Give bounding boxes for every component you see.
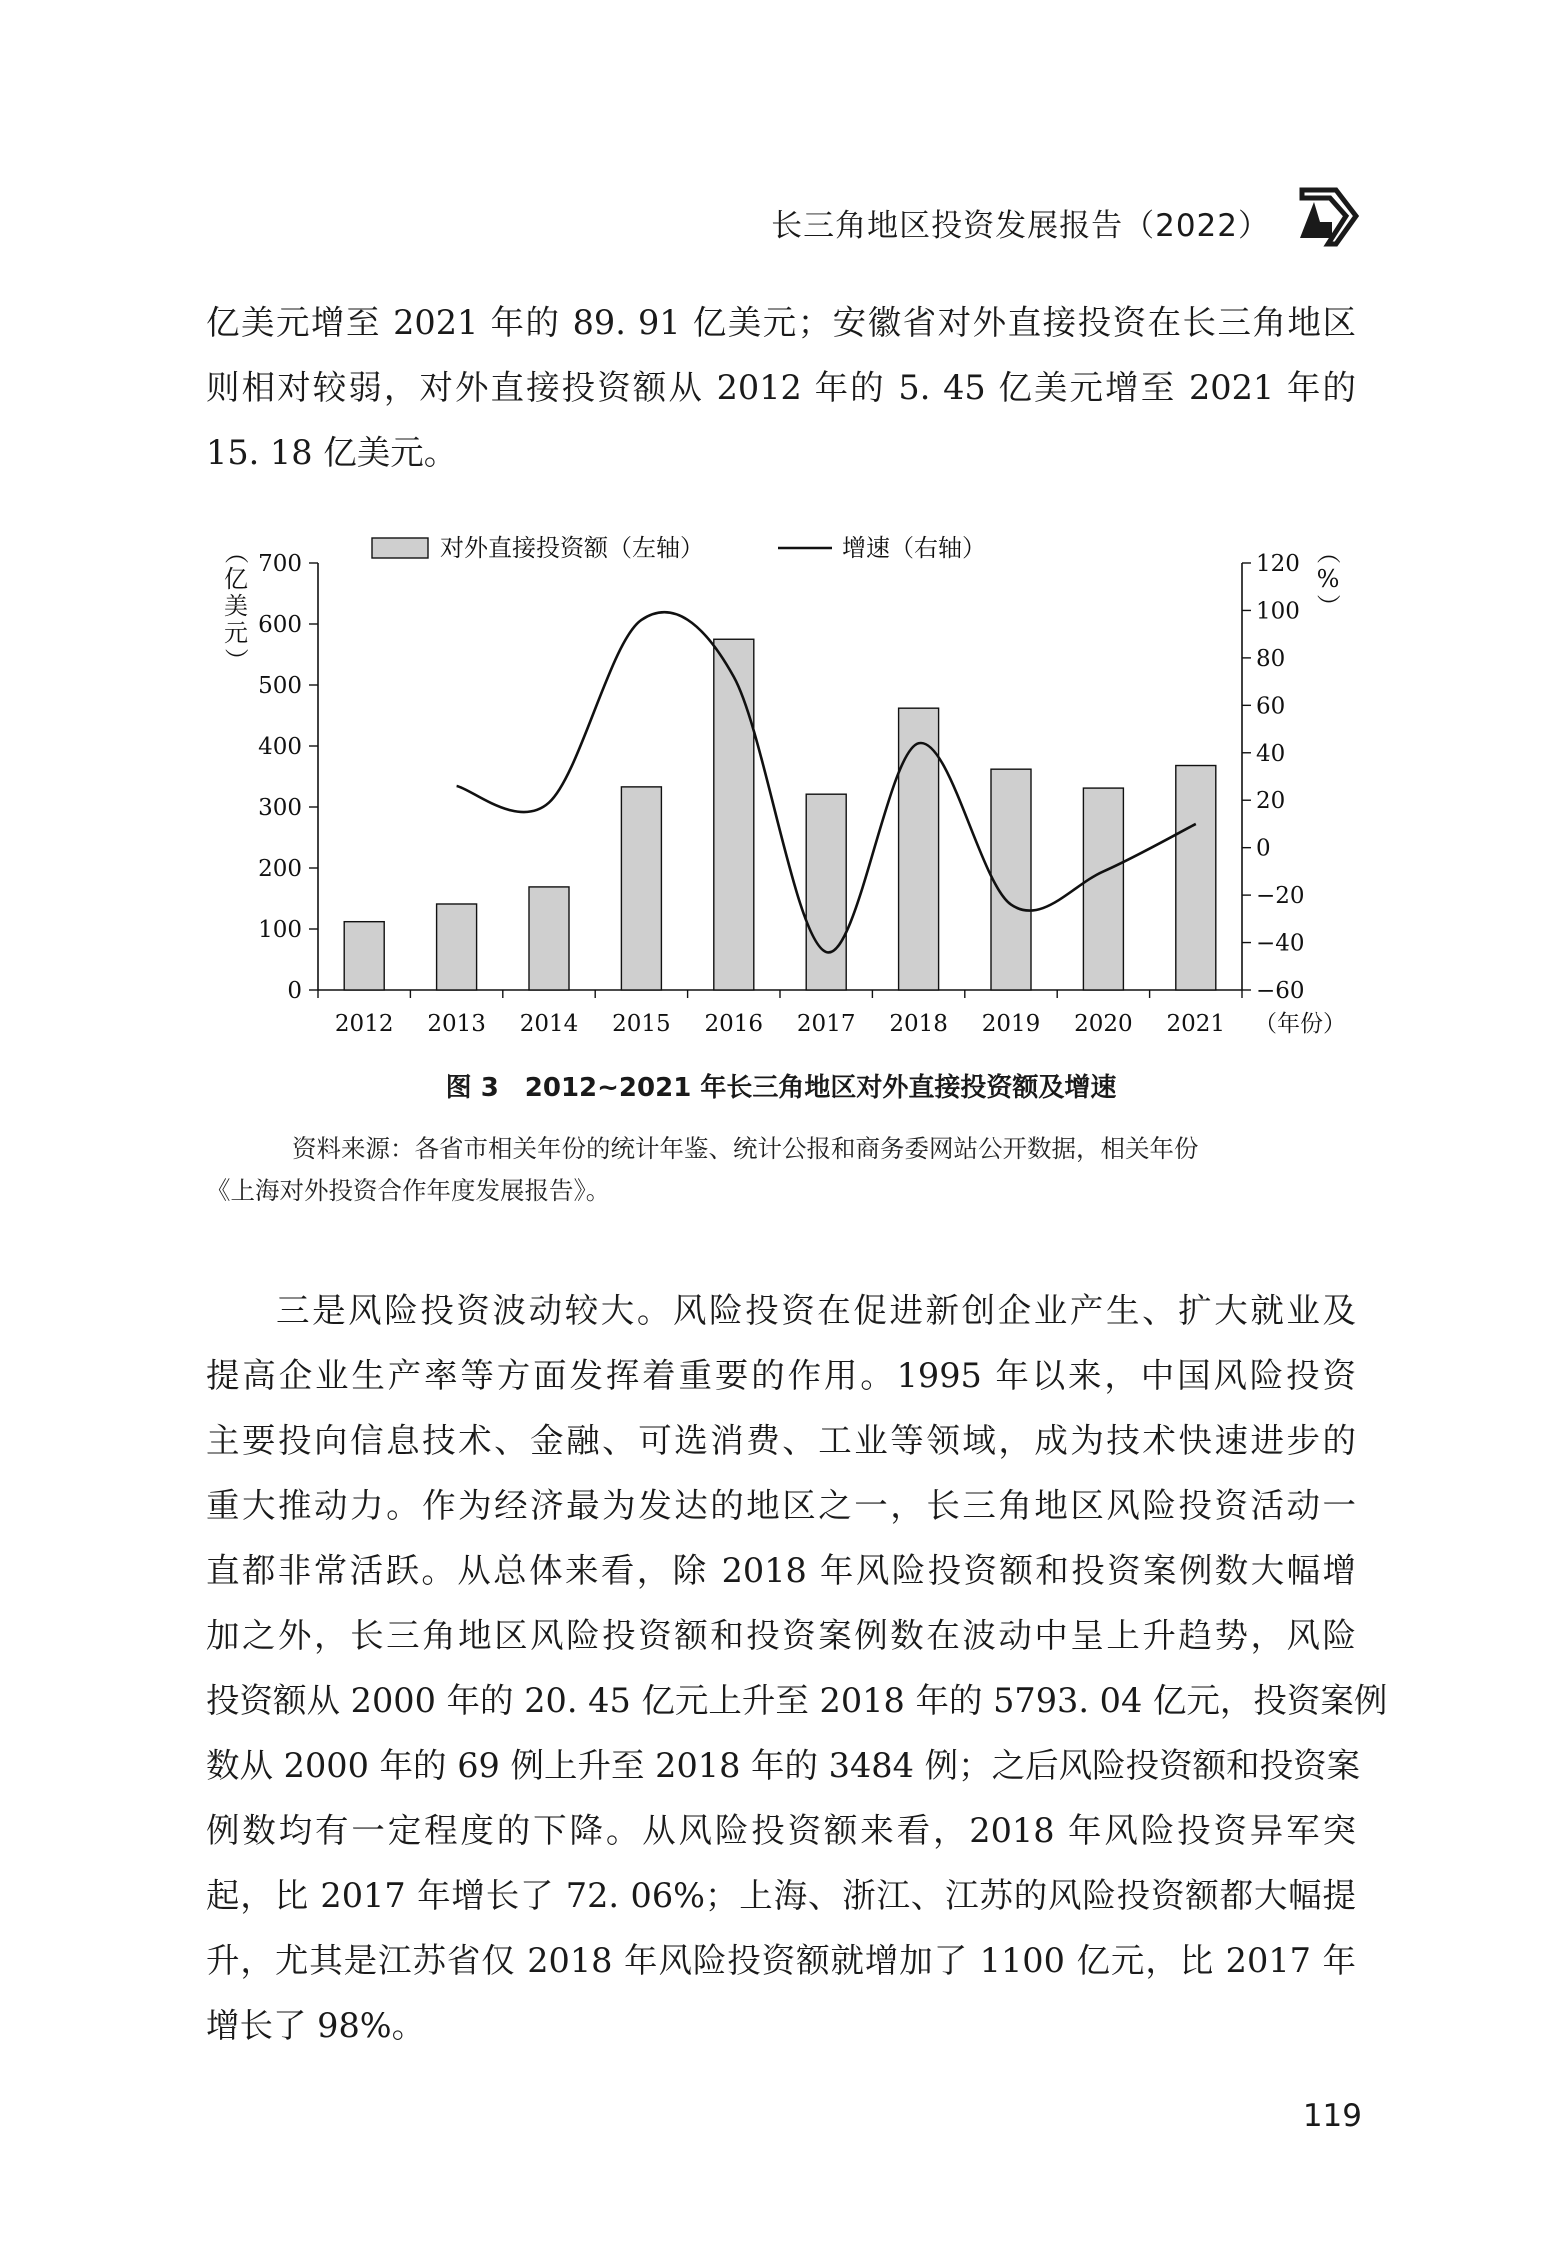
paragraph-line: 则相对较弱，对外直接投资额从 2012 年的 5. 45 亿美元增至 2021 年的 [206, 368, 1356, 407]
source-line: 资料来源：各省市相关年份的统计年鉴、统计公报和商务委网站公开数据，相关年份 [292, 1134, 1199, 1163]
bar-2020 [1083, 788, 1123, 990]
x-tick-label: 2018 [889, 1011, 948, 1037]
paragraph-line: 增长了 98%。 [206, 2006, 426, 2045]
source-line: 《上海对外投资合作年度发展报告》。 [206, 1176, 611, 1205]
x-tick-label: 2015 [612, 1011, 671, 1037]
right-tick-label: −60 [1256, 978, 1305, 1004]
right-tick-label: 60 [1256, 693, 1286, 720]
figure-source-note [206, 1128, 1356, 1212]
page-number: 119 [1302, 2098, 1362, 2134]
legend-bar-label: 对外直接投资额（左轴） [440, 534, 704, 562]
right-tick-label: −20 [1256, 883, 1305, 910]
left-axis-title [222, 540, 250, 672]
x-tick-label: 2012 [334, 1011, 394, 1037]
running-header-title: 长三角地区投资发展报告（2022） [771, 208, 1270, 244]
left-tick-label: 600 [258, 612, 302, 638]
right-tick-label: 0 [1256, 835, 1271, 862]
axis-title-char: ） [222, 648, 250, 672]
paragraph-line: 投资额从 2000 年的 20. 45 亿元上升至 2018 年的 5793. 04 亿元，投资案例 [206, 1681, 1388, 1720]
left-tick-label: 100 [258, 917, 302, 943]
x-tick-label: 2016 [704, 1011, 764, 1037]
right-tick-label: −40 [1256, 930, 1305, 957]
legend-line-label: 增速（右轴） [842, 534, 986, 562]
legend-bar-swatch [372, 538, 428, 558]
x-tick-label: 2021 [1166, 1011, 1226, 1037]
paragraph-line: 数从 2000 年的 69 例上升至 2018 年的 3484 例；之后风险投资额和投资案 [206, 1746, 1361, 1785]
right-tick-label: 80 [1256, 645, 1286, 672]
paragraph-line: 提高企业生产率等方面发挥着重要的作用。1995 年以来，中国风险投资 [206, 1356, 1356, 1395]
right-tick-label: 40 [1256, 740, 1286, 767]
axis-title-char: 元 [224, 619, 248, 647]
chart-container [200, 516, 1380, 1056]
left-tick-label: 400 [258, 734, 302, 760]
left-tick-label: 300 [258, 795, 302, 821]
paragraph-1 [206, 290, 1356, 485]
right-axis-title [1314, 540, 1342, 618]
x-tick-label: 2013 [427, 1011, 486, 1037]
right-tick-label: 100 [1256, 598, 1300, 625]
figure-caption: 图 3 2012~2021 年长三角地区对外直接投资额及增速 [445, 1073, 1117, 1103]
book-corner-icon [1296, 186, 1360, 248]
paragraph-line: 直都非常活跃。从总体来看，除 2018 年风险投资额和投资案例数大幅增 [206, 1551, 1356, 1590]
left-tick-label: 200 [258, 856, 302, 882]
paragraph-line: 三是风险投资波动较大。风险投资在促进新创企业产生、扩大就业及 [276, 1291, 1356, 1330]
right-tick-label: 120 [1256, 551, 1300, 577]
paragraph-line: 加之外，长三角地区风险投资额和投资案例数在波动中呈上升趋势，风险 [206, 1616, 1356, 1655]
paragraph-line: 重大推动力。作为经济最为发达的地区之一，长三角地区风险投资活动一 [206, 1486, 1356, 1525]
left-tick-label: 0 [287, 978, 302, 1004]
paragraph-2 [206, 1278, 1388, 2058]
bar-2021 [1176, 766, 1216, 990]
chart-svg [200, 516, 1380, 1056]
x-axis-title: （年份） [1254, 1011, 1346, 1037]
bar-2012 [344, 922, 384, 990]
x-tick-label: 2017 [796, 1011, 856, 1037]
bar-2017 [806, 794, 846, 990]
x-tick-label: 2014 [519, 1011, 579, 1037]
paragraph-line: 升，尤其是江苏省仅 2018 年风险投资额就增加了 1100 亿元，比 2017 年 [206, 1941, 1356, 1980]
bar-2019 [991, 769, 1031, 990]
bar-2016 [714, 639, 754, 990]
axis-title-char: % [1316, 565, 1340, 593]
bar-2015 [621, 787, 661, 990]
axis-title-char: 亿 [224, 565, 248, 593]
paragraph-line: 起，比 2017 年增长了 72. 06%；上海、浙江、江苏的风险投资额都大幅提 [206, 1876, 1356, 1915]
left-tick-label: 700 [258, 551, 302, 577]
left-tick-label: 500 [258, 673, 302, 699]
bar-2014 [529, 887, 569, 990]
bar-2013 [437, 904, 477, 990]
paragraph-line: 亿美元增至 2021 年的 89. 91 亿美元；安徽省对外直接投资在长三角地区 [206, 303, 1356, 342]
x-tick-label: 2020 [1074, 1011, 1133, 1037]
right-tick-label: 20 [1256, 788, 1286, 815]
axis-title-char: 美 [224, 592, 248, 620]
paragraph-line: 15. 18 亿美元。 [206, 433, 458, 472]
axis-title-char: ） [1314, 594, 1342, 618]
paragraph-line: 例数均有一定程度的下降。从风险投资额来看，2018 年风险投资异军突 [206, 1811, 1356, 1850]
x-tick-label: 2019 [981, 1011, 1041, 1037]
axis-title-char: （ [222, 540, 250, 564]
paragraph-line: 主要投向信息技术、金融、可选消费、工业等领域，成为技术快速进步的 [206, 1421, 1356, 1460]
axis-title-char: （ [1314, 540, 1342, 564]
